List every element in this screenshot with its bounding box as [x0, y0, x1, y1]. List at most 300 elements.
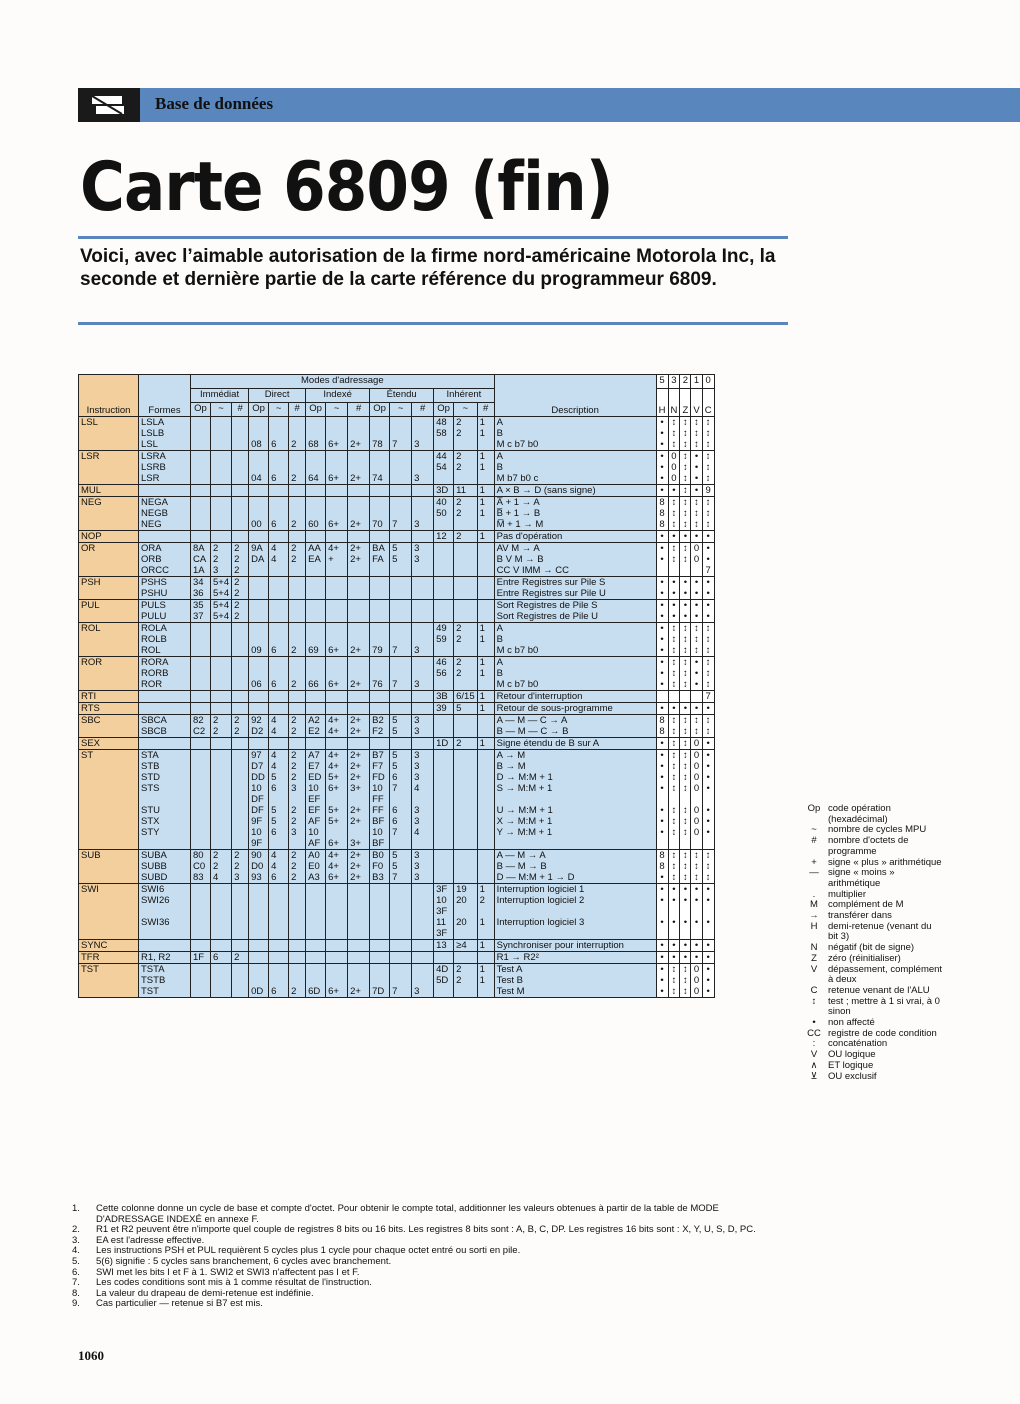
flag-value	[691, 838, 702, 850]
cell-imm	[232, 884, 249, 896]
flag-name: N	[668, 389, 680, 417]
cell-dir	[269, 611, 289, 623]
cell-idx	[306, 623, 326, 635]
cell-dir: 4	[269, 861, 289, 872]
cell-idx	[306, 928, 326, 940]
cell-imm	[191, 827, 211, 838]
table-row	[79, 691, 715, 703]
header-instruction: Instruction	[79, 375, 139, 417]
cell-ext	[412, 600, 434, 612]
instruction-name: LSR	[79, 451, 139, 485]
cell-ext	[370, 917, 390, 928]
cell-dir: 4	[269, 554, 289, 565]
subheader-cycles: ~	[326, 403, 348, 417]
description: Interruption logiciel 2	[494, 895, 656, 906]
cell-inh	[454, 838, 478, 850]
cell-imm	[191, 750, 211, 762]
cell-inh	[477, 439, 494, 451]
cell-ext	[412, 964, 434, 976]
cell-imm	[211, 838, 232, 850]
cell-ext: 76	[370, 679, 390, 691]
flag-value	[668, 906, 680, 917]
page-title: Carte 6809 (fin)	[80, 148, 613, 227]
flag-value: ↕	[680, 462, 691, 473]
cell-inh	[477, 645, 494, 657]
cell-idx	[306, 485, 326, 497]
form-name: ROLB	[139, 634, 191, 645]
instruction-name: PSH	[79, 577, 139, 600]
cell-imm	[232, 462, 249, 473]
cell-inh	[434, 439, 454, 451]
cell-idx	[348, 964, 370, 976]
form-name: R1, R2	[139, 952, 191, 964]
flag-value: •	[691, 485, 702, 497]
cell-dir: 4	[269, 750, 289, 762]
subheader-op: Op	[306, 403, 326, 417]
description: A — M → A	[494, 850, 656, 862]
legend-text: programme	[828, 845, 877, 857]
cell-dir: 09	[249, 645, 269, 657]
cell-idx: 2+	[348, 645, 370, 657]
description: S → M:M + 1	[494, 783, 656, 794]
cell-dir	[269, 451, 289, 463]
flag-value: •	[668, 884, 680, 896]
flag-value: 0	[691, 772, 702, 783]
cell-ext	[370, 497, 390, 509]
cell-imm: 2	[211, 726, 232, 738]
flag-value	[656, 565, 668, 577]
table-row	[79, 657, 715, 669]
cell-imm	[191, 623, 211, 635]
table-row	[79, 838, 715, 850]
cell-dir	[249, 428, 269, 439]
cell-inh	[434, 761, 454, 772]
cell-inh: 10	[434, 895, 454, 906]
cell-ext	[370, 623, 390, 635]
flag-value: •	[702, 543, 714, 555]
cell-idx: A7	[306, 750, 326, 762]
cell-ext	[390, 738, 412, 750]
cell-ext	[390, 497, 412, 509]
cell-imm: 2	[211, 543, 232, 555]
cell-inh	[477, 473, 494, 485]
cell-inh: 2	[454, 668, 478, 679]
flag-value: ↕	[680, 816, 691, 827]
cell-idx	[326, 928, 348, 940]
flag-value: •	[656, 451, 668, 463]
cell-idx: 2+	[348, 805, 370, 816]
flag-value: •	[656, 975, 668, 986]
flag-value: •	[656, 772, 668, 783]
table-row	[79, 497, 715, 509]
cell-dir	[269, 940, 289, 952]
flag-value: •	[691, 600, 702, 612]
cell-ext	[412, 497, 434, 509]
cell-ext	[390, 577, 412, 589]
flag-value: •	[702, 554, 714, 565]
cell-dir	[249, 588, 269, 600]
cell-imm	[211, 816, 232, 827]
cell-inh	[434, 519, 454, 531]
form-name	[139, 485, 191, 497]
cell-inh	[434, 816, 454, 827]
flag-value: ↕	[668, 872, 680, 884]
footnote	[72, 1257, 772, 1268]
cell-ext	[412, 417, 434, 429]
cell-dir	[269, 838, 289, 850]
flag-value: ↕	[691, 519, 702, 531]
legend-symbol: V	[810, 1049, 818, 1061]
cell-imm	[211, 884, 232, 896]
instruction-name: PUL	[79, 600, 139, 623]
cell-inh: 2	[454, 451, 478, 463]
cell-ext	[412, 623, 434, 635]
form-name: SWI6	[139, 884, 191, 896]
cell-idx: +	[326, 554, 348, 565]
form-name	[139, 738, 191, 750]
subheader-op: Op	[370, 403, 390, 417]
cell-ext: FF	[370, 794, 390, 805]
flag-value: ↕	[691, 623, 702, 635]
description: CC V IMM → CC	[494, 565, 656, 577]
cell-idx	[306, 895, 326, 906]
cell-imm	[232, 917, 249, 928]
cell-inh	[454, 872, 478, 884]
cell-inh	[454, 679, 478, 691]
cell-ext	[370, 940, 390, 952]
flag-value: ↕	[668, 645, 680, 657]
cell-dir	[269, 634, 289, 645]
description: B	[494, 462, 656, 473]
legend-text: registre de code condition	[828, 1027, 937, 1039]
cell-inh	[477, 986, 494, 998]
flag-value: ↕	[691, 634, 702, 645]
cell-ext	[412, 588, 434, 600]
cell-imm	[232, 679, 249, 691]
flag-value: ↕	[668, 975, 680, 986]
description: A × B → D (sans signe)	[494, 485, 656, 497]
legend-text: ET logique	[828, 1059, 874, 1071]
flag-value: •	[680, 611, 691, 623]
description	[494, 838, 656, 850]
cell-ext: 5	[390, 750, 412, 762]
cell-idx	[348, 952, 370, 964]
flag-value: ↕	[668, 679, 680, 691]
cell-idx	[326, 623, 348, 635]
cell-idx	[348, 623, 370, 635]
cell-idx	[326, 497, 348, 509]
cell-inh: 2	[454, 462, 478, 473]
cell-inh	[454, 928, 478, 940]
form-name: SUBD	[139, 872, 191, 884]
cell-inh: 1	[477, 508, 494, 519]
flag-value	[680, 691, 691, 703]
cell-imm	[232, 750, 249, 762]
form-name: SWI36	[139, 917, 191, 928]
cell-inh	[477, 565, 494, 577]
flag-value: ↕	[691, 861, 702, 872]
cell-inh: 5	[454, 703, 478, 715]
legend-symbol: →	[809, 910, 819, 922]
cell-ext	[370, 485, 390, 497]
cell-idx: A3	[306, 872, 326, 884]
table-row	[79, 805, 715, 816]
legend-text: nombre d'octets de	[828, 835, 909, 847]
cell-ext	[390, 565, 412, 577]
flag-value: •	[656, 750, 668, 762]
description: R1 → R2²	[494, 952, 656, 964]
cell-dir: 6	[269, 827, 289, 838]
cell-ext	[412, 485, 434, 497]
cell-ext	[390, 473, 412, 485]
legend-text: OU logique	[828, 1049, 876, 1061]
cell-idx: 3+	[348, 783, 370, 794]
flag-value: •	[691, 588, 702, 600]
legend-text: signe « moins »	[828, 867, 895, 879]
flag-value	[668, 794, 680, 805]
cell-idx	[306, 588, 326, 600]
cell-inh: 1	[477, 462, 494, 473]
cell-imm: 82	[191, 715, 211, 727]
cell-inh	[434, 783, 454, 794]
legend-text: à deux	[828, 974, 857, 986]
cell-inh	[454, 715, 478, 727]
cell-imm: 5+4	[211, 588, 232, 600]
cell-idx	[306, 600, 326, 612]
flag-value: •	[691, 917, 702, 928]
section-label: Base de données	[155, 94, 274, 113]
cell-imm	[191, 928, 211, 940]
cell-imm: 3	[211, 565, 232, 577]
cell-dir	[249, 895, 269, 906]
cell-imm	[211, 805, 232, 816]
cell-idx: AF	[306, 816, 326, 827]
cell-ext: 5	[390, 543, 412, 555]
cell-imm	[211, 508, 232, 519]
cell-inh: 2	[454, 531, 478, 543]
footnote-number: 2.	[72, 1224, 80, 1236]
flag-value: •	[702, 531, 714, 543]
cell-ext	[390, 623, 412, 635]
cell-imm: 2	[232, 726, 249, 738]
cell-dir	[249, 917, 269, 928]
cell-imm	[191, 738, 211, 750]
description: B V M → B	[494, 554, 656, 565]
flag-value: ↕	[668, 783, 680, 794]
cell-imm	[191, 679, 211, 691]
flag-value: ↕	[680, 428, 691, 439]
cell-imm	[211, 750, 232, 762]
cell-imm	[191, 531, 211, 543]
cell-dir: 2	[289, 872, 306, 884]
subheader-bytes: #	[477, 403, 494, 417]
cell-idx: 6+	[326, 645, 348, 657]
cell-inh	[477, 750, 494, 762]
cell-imm: 2	[232, 565, 249, 577]
flag-value: •	[656, 611, 668, 623]
flag-value: 0	[691, 750, 702, 762]
cell-dir: 2	[289, 473, 306, 485]
cell-idx	[306, 531, 326, 543]
flag-value: •	[656, 738, 668, 750]
cell-dir	[269, 565, 289, 577]
description: A	[494, 623, 656, 635]
flag-value: 0	[668, 462, 680, 473]
database-icon	[78, 88, 140, 122]
cell-idx	[348, 794, 370, 805]
cell-ext: 4	[412, 783, 434, 794]
cell-imm	[211, 928, 232, 940]
cell-idx	[326, 417, 348, 429]
flag-value	[680, 838, 691, 850]
cell-inh	[454, 794, 478, 805]
cell-imm	[191, 964, 211, 976]
flag-value	[680, 565, 691, 577]
mode-inherent: Inhérent	[434, 389, 495, 403]
description: Signe étendu de B sur A	[494, 738, 656, 750]
cell-inh	[434, 861, 454, 872]
cell-idx: 6+	[326, 439, 348, 451]
flag-value: ↕	[668, 657, 680, 669]
description: M c b7 b0	[494, 645, 656, 657]
cell-inh: 2	[454, 508, 478, 519]
cell-imm: 2	[232, 577, 249, 589]
cell-ext	[412, 531, 434, 543]
flag-value: •	[656, 703, 668, 715]
cell-dir	[249, 417, 269, 429]
cell-dir	[249, 634, 269, 645]
cell-idx: 60	[306, 519, 326, 531]
cell-imm: 5+4	[211, 577, 232, 589]
flag-value: ↕	[668, 554, 680, 565]
cell-dir	[289, 428, 306, 439]
flag-value: ↕	[680, 761, 691, 772]
description: D → M:M + 1	[494, 772, 656, 783]
flag-value: ↕	[702, 508, 714, 519]
cell-idx	[326, 451, 348, 463]
flag-value: •	[656, 531, 668, 543]
cell-dir: 3	[289, 827, 306, 838]
flag-value: •	[656, 543, 668, 555]
flag-value	[668, 838, 680, 850]
table-row	[79, 428, 715, 439]
flag-value: ↕	[668, 738, 680, 750]
form-name: ROLA	[139, 623, 191, 635]
cell-inh	[434, 726, 454, 738]
form-name: PSHU	[139, 588, 191, 600]
cell-idx	[326, 827, 348, 838]
cell-dir	[249, 565, 269, 577]
cell-idx	[348, 588, 370, 600]
cell-ext: 10	[370, 827, 390, 838]
cell-ext	[370, 657, 390, 669]
cell-idx: 2+	[348, 715, 370, 727]
cell-dir	[289, 611, 306, 623]
cell-inh: 3F	[434, 906, 454, 917]
description: B — M → B	[494, 861, 656, 872]
cell-dir	[289, 531, 306, 543]
form-name	[139, 906, 191, 917]
form-name: RORA	[139, 657, 191, 669]
subheader-bytes: #	[412, 403, 434, 417]
cell-ext	[412, 940, 434, 952]
cell-imm	[211, 473, 232, 485]
table-row	[79, 451, 715, 463]
table-row	[79, 543, 715, 555]
cell-idx	[326, 952, 348, 964]
flag-value: 0	[691, 805, 702, 816]
flag-value: ↕	[668, 850, 680, 862]
page-number: 1060	[78, 1348, 104, 1363]
cell-dir	[289, 975, 306, 986]
cell-dir: 5	[269, 805, 289, 816]
flag-value: ↕	[680, 872, 691, 884]
table-row	[79, 508, 715, 519]
footnote-number: 8.	[72, 1287, 80, 1299]
cell-dir	[269, 738, 289, 750]
cell-ext	[412, 794, 434, 805]
flag-value: ↕	[691, 850, 702, 862]
cell-idx: ED	[306, 772, 326, 783]
cell-idx	[348, 508, 370, 519]
instruction-name: MUL	[79, 485, 139, 497]
cell-inh: 1	[477, 738, 494, 750]
cell-inh: 2	[454, 623, 478, 635]
legend-text: bit 3)	[828, 931, 850, 943]
flag-value: ↕	[668, 861, 680, 872]
flag-value: •	[656, 577, 668, 589]
cell-ext: 5	[390, 861, 412, 872]
description: Test B	[494, 975, 656, 986]
cell-idx	[306, 634, 326, 645]
flag-value: •	[668, 611, 680, 623]
instruction-name: SBC	[79, 715, 139, 738]
cell-dir	[249, 952, 269, 964]
cell-ext	[370, 928, 390, 940]
cell-dir: 6	[269, 473, 289, 485]
cell-idx	[306, 577, 326, 589]
flag-value: •	[702, 783, 714, 794]
table-row	[79, 623, 715, 635]
cell-idx: EF	[306, 805, 326, 816]
cell-ext: 3	[412, 439, 434, 451]
cell-imm	[211, 975, 232, 986]
cell-dir: 2	[289, 850, 306, 862]
cell-inh: 44	[434, 451, 454, 463]
cell-ext	[390, 940, 412, 952]
cell-dir	[269, 668, 289, 679]
cell-dir: 2	[289, 519, 306, 531]
cell-imm	[191, 986, 211, 998]
cell-imm	[232, 940, 249, 952]
cell-inh	[454, 827, 478, 838]
flag-value: ↕	[702, 439, 714, 451]
cell-imm	[211, 439, 232, 451]
cell-imm: 2	[232, 588, 249, 600]
table-row	[79, 588, 715, 600]
cell-ext: 7	[390, 679, 412, 691]
cell-inh: 2	[454, 497, 478, 509]
cell-inh	[434, 750, 454, 762]
subheader-cycles: ~	[211, 403, 232, 417]
legend-text: multiplier	[828, 888, 867, 900]
cell-idx	[326, 600, 348, 612]
flag-value: ↕	[680, 975, 691, 986]
cell-dir	[269, 417, 289, 429]
instruction-table	[78, 374, 715, 998]
cell-ext: BF	[370, 838, 390, 850]
cell-ext: 6	[390, 816, 412, 827]
